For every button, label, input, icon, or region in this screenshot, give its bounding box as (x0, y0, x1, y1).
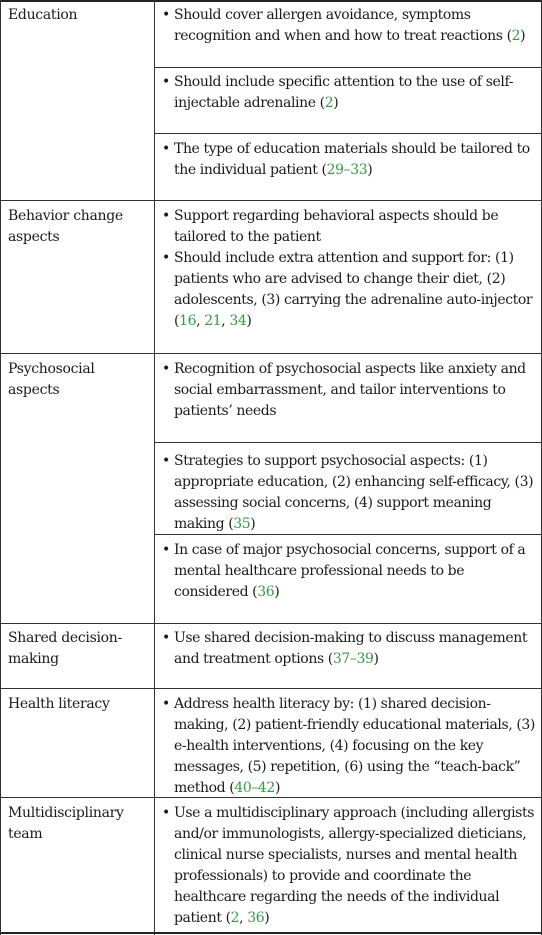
bullet-item: • Strategies to support psychosocial aspects: (1) appropriate education, (2) enhancing self-efficacy, (3) assessing social concerns, (4) support meaning making (35) (162, 451, 537, 535)
table-bottom-border (0, 932, 542, 934)
bullet-item: • Use shared decision-making to discuss management and treatment options (37–39) (162, 628, 537, 670)
category-label: Behavior change aspects (8, 208, 123, 245)
bullet-item: • The type of education materials should be tailored to the individual patient (29–33) (162, 139, 537, 181)
cell-separator (154, 133, 542, 134)
category-label: Shared decision-making (8, 630, 122, 667)
cell-separator (154, 442, 542, 443)
bullet-item: • In case of major psychosocial concerns, support of a mental healthcare professional needs to be considered (36) (162, 540, 537, 603)
citation-link[interactable]: 21 (204, 313, 222, 329)
category-label: Psychosocial aspects (8, 361, 95, 398)
row-separator (0, 200, 542, 201)
bullet-item: • Should include specific attention to the use of self-injectable adrenaline (2) (162, 72, 537, 114)
citation-link[interactable]: 36 (257, 584, 275, 600)
bullet-item: • Address health literacy by: (1) shared decision-making, (2) patient-friendly educational materials, (3) e-health interventions, (4) focusing on the key messages, (5) repetition, (6) using the “teach-back” method (40–42) (162, 694, 537, 799)
row-separator (0, 623, 542, 624)
row-separator (0, 688, 542, 689)
bullet-item: • Use a multidisciplinary approach (including allergists and/or immunologists, allergy-specialized dieticians, clinical nurse specialists, nurses and mental health professionals) to provide and coordinate the healthcare regarding the needs of the individual patient (2, 36) (162, 803, 537, 929)
citation-link[interactable]: 29–33 (326, 162, 368, 178)
citation-link[interactable]: 2 (511, 28, 521, 44)
category-label: Health literacy (8, 696, 110, 712)
category-label: Multidisciplinary team (8, 805, 124, 842)
category-label: Education (8, 7, 78, 23)
column-divider (154, 0, 155, 935)
citation-link[interactable]: 37–39 (332, 651, 374, 667)
citation-link[interactable]: 35 (233, 516, 251, 532)
bullet-item: • Support regarding behavioral aspects should be tailored to the patient (162, 206, 537, 248)
citation-link[interactable]: 36 (247, 910, 265, 926)
bullet-item: • Should include extra attention and support for: (1) patients who are advised to change their diet, (2) adolescents, (3) carrying the adrenaline auto-injector (16, 21, 34) (162, 248, 537, 332)
table-top-border (0, 0, 542, 2)
citation-link[interactable]: 40–42 (234, 780, 275, 796)
bullet-item: • Recognition of psychosocial aspects like anxiety and social embarrassment, and tailor interventions to patients’ needs (162, 359, 537, 422)
table-left-border (0, 0, 1, 935)
cell-separator (154, 67, 542, 68)
row-separator (0, 353, 542, 354)
citation-link[interactable]: 34 (229, 313, 247, 329)
bullet-item: • Should cover allergen avoidance, symptoms recognition and when and how to treat reactions (2) (162, 5, 537, 47)
citation-link[interactable]: 2 (324, 95, 334, 111)
citation-link[interactable]: 2 (230, 910, 240, 926)
citation-link[interactable]: 16 (179, 313, 197, 329)
